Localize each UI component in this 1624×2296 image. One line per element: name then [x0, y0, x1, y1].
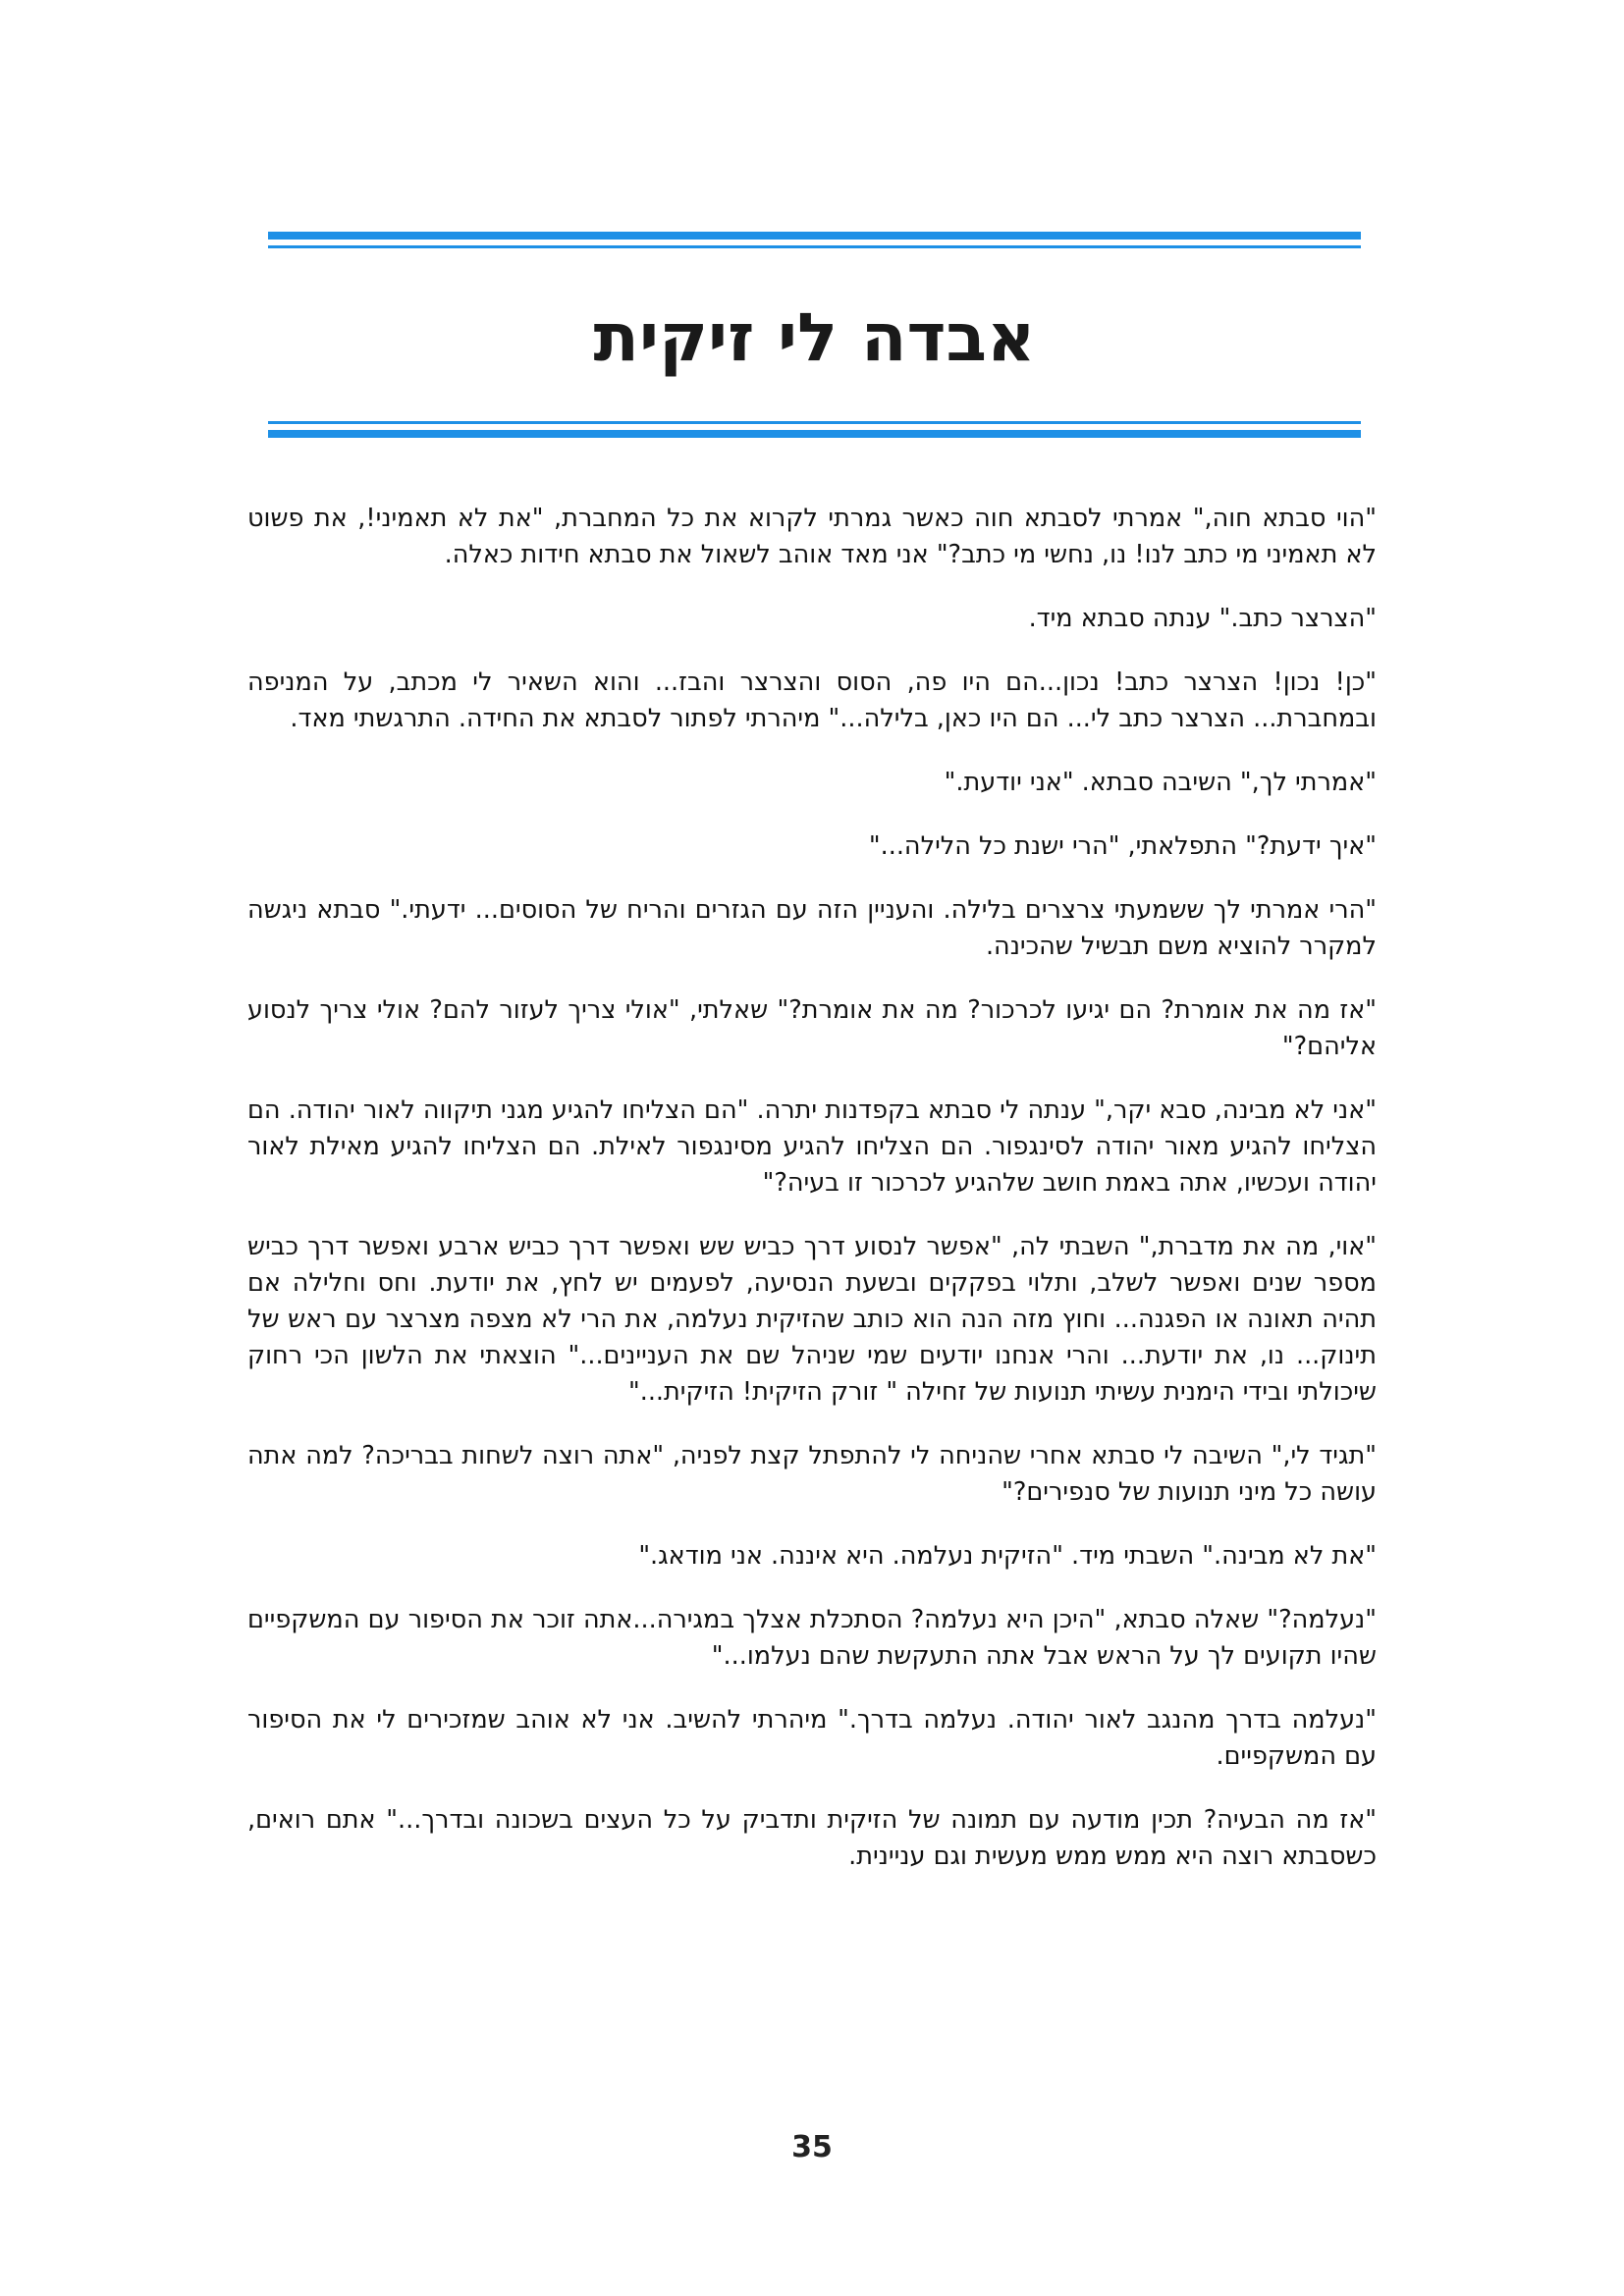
paragraph: "אז מה את אומרת? הם יגיעו לכרכור? מה את אומרת?" שאלתי, "אולי צריך לעזור להם? אולי צריך לנסוע אליהם?" — [247, 995, 1377, 1061]
paragraph: "נעלמה?" שאלה סבתא, "היכן היא נעלמה? הסתכלת אצלך במגירה...אתה זוכר את הסיפור עם המשקפיים שהיו תקועים לך על הראש אבל אתה התעקשת שהם נעלמו..." — [247, 1605, 1377, 1671]
paragraph: "הוי סבתא חוה," אמרתי לסבתא חוה כאשר גמרתי לקרוא את כל המחברת, "את לא תאמיני!, את פשוט לא תאמיני מי כתב לנו! נו, נחשי מי כתב?" אני מאד אוהב לשאול את סבתא חידות כאלה. — [247, 504, 1377, 569]
paragraph: "הרי אמרתי לך ששמעתי צרצרים בלילה. והעניין הזה עם הגזרים והריח של הסוסים... ידעתי." סבתא ניגשה למקרר להוציא משם תבשיל שהכינה. — [247, 895, 1377, 961]
paragraph: "אמרתי לך," השיבה סבתא. "אני יודעת." — [944, 768, 1377, 797]
paragraph: "כן! נכון! הצרצר כתב! נכון...הם היו פה, הסוס והצרצר והבז... והוא השאיר לי מכתב, על המניפה ובמחברת... הצרצר כתב לי... הם היו כאן, בלילה..." מיהרתי לפתור לסבתא את החידה. התרגשתי מאד. — [247, 667, 1377, 733]
page-title: אבדה לי זיקית — [593, 299, 1036, 377]
paragraph: "אני לא מבינה, סבא יקר," ענתה לי סבתא בקפדנות יתרה. "הם הצליחו להגיע מגני תיקווה לאור יהודה. הם הצליחו להגיע מאור יהודה לסינגפור. הם הצליחו להגיע מסינגפור לאילת. הם הצליחו להגיע מאילת לאור יהודה ועכשיו, אתה באמת חושב שלהגיע לכרכור זו בעיה?" — [247, 1095, 1377, 1198]
paragraph: "איך ידעת?" התפלאתי, "הרי ישנת כל הלילה..." — [868, 831, 1377, 861]
paragraph: "אז מה הבעיה? תכין מודעה עם תמונה של הזיקית ותדביק על כל העצים בשכונה ובדרך..." אתם רואים, כשסבתא רוצה היא ממש ממש מעשית וגם עניינית. — [247, 1805, 1377, 1871]
page-number: 35 — [791, 2130, 833, 2164]
paragraph: "אוי, מה את מדברת," השבתי לה, "אפשר לנסוע דרך כביש שש ואפשר דרך כביש ארבע ואפשר דרך כביש מספר שנים ואפשר לשלב, ותלוי בפקקים ובשעת הנסיעה, לפעמים יש לחץ, את יודעת. וחס וחלילה אם תהיה תאונה או הפגנה... וחוץ מזה הנה הוא כותב שהזיקית נעלמה, את הרי לא מצפה מצרצר עם ראש של תינוק... נו, את יודעת... והרי אנחנו יודעים שמי שניהל שם את העניינים..." הוצאתי את הלשון הכי רחוק שיכולתי ובידי הימנית עשיתי תנועות של זחילה " זורק הזיקית! הזיקית..." — [247, 1232, 1377, 1407]
story-body — [247, 501, 1377, 1902]
paragraph: "הצרצר כתב." ענתה סבתא מיד. — [1028, 604, 1377, 633]
title-top-rule — [268, 232, 1361, 248]
title-bottom-rule — [268, 421, 1361, 438]
paragraph: "תגיד לי," השיבה לי סבתא אחרי שהניחה לי להתפתל קצת לפניה, "אתה רוצה לשחות בבריכה? למה אתה עושה כל מיני תנועות של סנפירים?" — [247, 1441, 1377, 1507]
title-block — [268, 232, 1361, 438]
paragraph: "נעלמה בדרך מהנגב לאור יהודה. נעלמה בדרך." מיהרתי להשיב. אני לא אוהב שמזכירים לי את הסיפור עם המשקפיים. — [247, 1705, 1377, 1771]
paragraph: "את לא מבינה." השבתי מיד. "הזיקית נעלמה. היא איננה. אני מודאג." — [638, 1541, 1377, 1571]
